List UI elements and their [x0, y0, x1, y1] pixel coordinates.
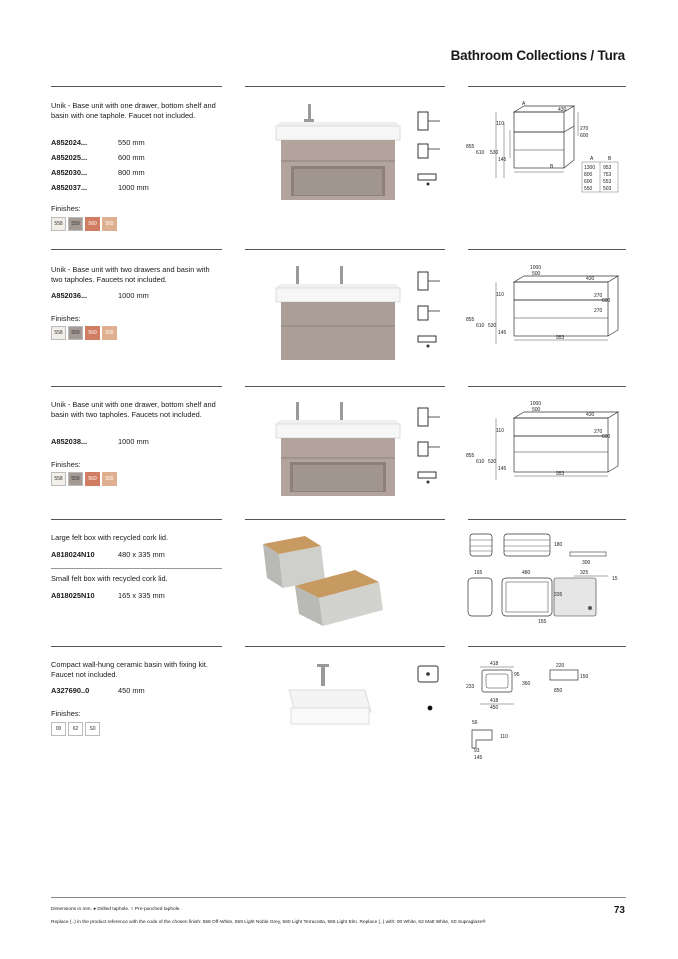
product-description: Large felt box with recycled cork lid.	[51, 533, 169, 542]
svg-text:553: 553	[603, 179, 612, 185]
svg-text:145: 145	[474, 755, 483, 761]
reference-row: A852024... 550 mm	[51, 138, 145, 147]
svg-text:B: B	[608, 156, 612, 162]
finish-swatch: 565	[102, 472, 117, 486]
finishes-label: Finishes:	[51, 709, 81, 718]
finish-swatch: 565	[102, 326, 117, 340]
svg-text:1000: 1000	[530, 401, 542, 407]
taphole-icons	[416, 266, 444, 352]
finish-swatches	[51, 722, 100, 736]
product-description: Small felt box with recycled cork lid.	[51, 574, 168, 583]
svg-text:1300: 1300	[584, 165, 596, 171]
svg-text:360: 360	[522, 681, 531, 687]
svg-text:165: 165	[474, 570, 483, 576]
svg-text:600: 600	[602, 298, 611, 304]
finish-swatches	[51, 472, 117, 486]
svg-text:430: 430	[586, 412, 595, 418]
finish-swatch: S0	[85, 722, 100, 736]
finish-swatches	[51, 326, 117, 340]
svg-text:610: 610	[476, 459, 485, 465]
svg-text:145: 145	[498, 330, 507, 336]
svg-text:155: 155	[538, 619, 547, 625]
finish-swatch: 560	[85, 472, 100, 486]
footer-note: Dimensions in mm. ● Drilled taphole. ○ Pre-punched taphole.	[51, 907, 181, 912]
svg-text:145: 145	[498, 466, 507, 472]
divider	[468, 249, 626, 250]
svg-text:430: 430	[586, 276, 595, 282]
svg-text:610: 610	[476, 150, 485, 156]
vanity-unit-one-drawer-shelf-image	[268, 104, 408, 208]
finishes-label: Finishes:	[51, 204, 81, 213]
svg-text:530: 530	[490, 150, 499, 156]
svg-text:600: 600	[602, 434, 611, 440]
reference-list	[51, 436, 149, 447]
svg-text:850: 850	[554, 688, 563, 694]
compact-basin-image	[285, 662, 375, 728]
vanity-unit-two-drawers-image	[268, 266, 408, 364]
svg-text:B: B	[550, 164, 554, 170]
finish-swatch: 565	[102, 217, 117, 231]
technical-drawing	[466, 400, 628, 482]
svg-text:530: 530	[488, 459, 497, 465]
divider	[468, 519, 626, 520]
finish-swatch: 558	[51, 326, 66, 340]
drilled-taphole-icon	[428, 706, 433, 711]
divider	[51, 568, 222, 569]
technical-drawing	[462, 530, 628, 626]
reference-row: A852025... 600 mm	[51, 153, 145, 162]
finish-swatch: 62	[68, 722, 83, 736]
svg-text:450: 450	[490, 705, 499, 711]
svg-text:550: 550	[584, 186, 593, 192]
svg-text:500: 500	[532, 407, 541, 413]
product-description: Compact wall-hung ceramic basin with fixing kit. Faucet not included.	[51, 660, 208, 680]
svg-text:600: 600	[584, 179, 593, 185]
technical-drawing	[464, 658, 624, 766]
divider	[245, 646, 445, 647]
svg-text:110: 110	[496, 121, 504, 127]
svg-text:953: 953	[603, 165, 612, 171]
page-title: Bathroom Collections / Tura	[450, 48, 625, 63]
svg-text:110: 110	[496, 428, 504, 434]
reference-row: A327690..0 450 mm	[51, 686, 145, 695]
svg-text:503: 503	[603, 186, 612, 192]
divider	[51, 519, 222, 520]
svg-text:270: 270	[594, 308, 603, 314]
product-description: Unik - Base unit with one drawer, bottom shelf and basin with one taphole. Faucet not included.	[51, 101, 216, 121]
finish-swatch: 560	[85, 217, 100, 231]
svg-text:753: 753	[603, 172, 612, 178]
svg-text:500: 500	[532, 271, 541, 277]
reference-row: A852038... 1000 mm	[51, 437, 149, 446]
finish-swatch: 559	[68, 472, 83, 486]
svg-text:800: 800	[584, 172, 593, 178]
svg-text:150: 150	[580, 674, 589, 680]
page-number: 73	[613, 905, 625, 916]
svg-text:A: A	[522, 101, 526, 107]
svg-text:270: 270	[580, 126, 589, 132]
svg-text:220: 220	[556, 663, 565, 669]
svg-text:600: 600	[580, 133, 589, 139]
reference-row: A818025N10 165 x 335 mm	[51, 591, 165, 600]
svg-text:953: 953	[556, 335, 565, 341]
divider	[51, 249, 222, 250]
svg-text:530: 530	[488, 323, 497, 329]
svg-text:855: 855	[466, 453, 475, 459]
divider	[468, 86, 626, 87]
divider	[51, 86, 222, 87]
divider	[245, 519, 445, 520]
footer-divider	[51, 897, 626, 898]
finish-swatch: 559	[68, 217, 83, 231]
svg-text:1000: 1000	[530, 265, 542, 271]
svg-text:855: 855	[466, 317, 475, 323]
svg-text:953: 953	[556, 471, 565, 477]
finishes-label: Finishes:	[51, 314, 81, 323]
product-description: Unik - Base unit with one drawer, bottom shelf and basin with two tapholes. Faucets not included.	[51, 400, 216, 420]
taphole-icons	[416, 660, 444, 720]
svg-text:93: 93	[474, 748, 480, 754]
finishes-label: Finishes:	[51, 460, 81, 469]
svg-text:418: 418	[490, 698, 499, 704]
svg-text:855: 855	[466, 144, 475, 150]
finish-swatch: 560	[85, 326, 100, 340]
divider	[468, 386, 626, 387]
divider	[245, 86, 445, 87]
product-description: Unik - Base unit with two drawers and basin with two tapholes. Faucets not included.	[51, 265, 210, 285]
svg-text:145: 145	[498, 157, 507, 163]
svg-text:325: 325	[580, 570, 589, 576]
svg-text:610: 610	[476, 323, 485, 329]
divider	[245, 249, 445, 250]
finish-swatch: 559	[68, 326, 83, 340]
reference-row: A852030... 800 mm	[51, 168, 145, 177]
divider	[468, 646, 626, 647]
reference-row: A852037... 1000 mm	[51, 183, 149, 192]
svg-text:233: 233	[466, 684, 475, 690]
felt-boxes-image	[255, 530, 395, 630]
finish-swatches	[51, 217, 117, 231]
svg-text:56: 56	[472, 720, 478, 726]
divider	[51, 646, 222, 647]
svg-text:95: 95	[514, 672, 520, 678]
taphole-icons	[416, 402, 444, 488]
technical-drawing	[466, 100, 628, 200]
reference-row: A852036... 1000 mm	[51, 291, 149, 300]
svg-text:A: A	[590, 156, 594, 162]
svg-text:110: 110	[496, 292, 504, 298]
svg-text:480: 480	[522, 570, 531, 576]
divider	[51, 386, 222, 387]
reference-row: A818024N10 480 x 335 mm	[51, 550, 165, 559]
reference-list	[51, 685, 145, 696]
reference-list	[51, 290, 149, 301]
vanity-unit-drawer-shelf-two-tapholes-image	[268, 402, 408, 500]
svg-text:110: 110	[500, 734, 508, 740]
reference-list	[51, 137, 149, 193]
footer-note: Replace (..) in the product reference with the code of the chosen finish: 558 Off-White, 559 Light Noble Grey, 560 Light Terracotta, 565 Light Elm. Replace (..) with: 00 White, 62 Matt White, S0 Supraglaze®	[51, 920, 486, 925]
svg-text:300: 300	[582, 560, 591, 566]
svg-text:335: 335	[554, 592, 563, 598]
svg-text:180: 180	[554, 542, 563, 548]
taphole-icons	[416, 104, 444, 190]
svg-text:270: 270	[594, 429, 603, 435]
finish-swatch: 558	[51, 472, 66, 486]
finish-swatch: 558	[51, 217, 66, 231]
finish-swatch: 00	[51, 722, 66, 736]
svg-text:270: 270	[594, 293, 603, 299]
svg-text:15: 15	[612, 576, 618, 582]
divider	[245, 386, 445, 387]
svg-text:418: 418	[490, 661, 499, 667]
technical-drawing	[466, 264, 628, 346]
svg-text:430: 430	[558, 107, 567, 113]
